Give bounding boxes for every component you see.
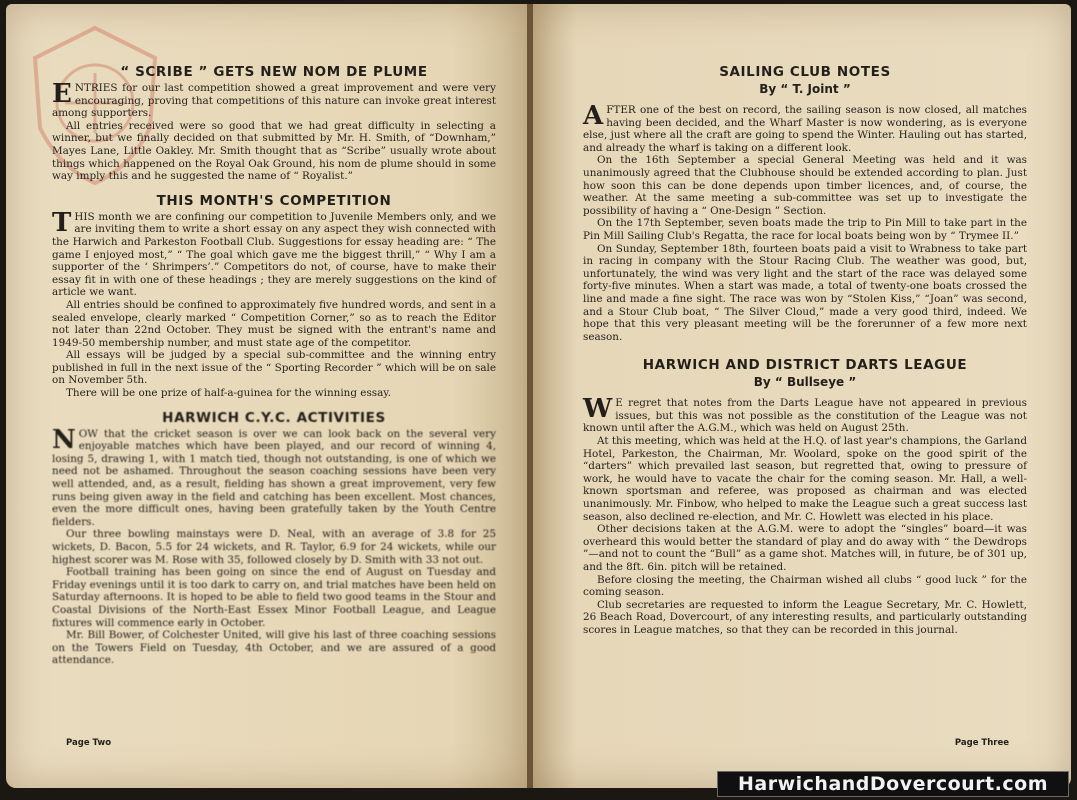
section-title: HARWICH AND DISTRICT DARTS LEAGUE [642,357,968,374]
paragraph-text: HIS month we are confining our competition to Juvenile Members only, and we are inviting them to write a short essay on any aspect they wish connected with the Harwich and Parkeston Football Club. Suggestions for essay heading are: “ The game I enjoyed most,” “ The goal which gave me the biggest thrill,” “ Why I am a supporter of the ‘ Shrimpers’.” Competitors do not, of course, have to make their essay fit in with one of these headings ; they are merely suggestions on the kind of article we want. [52,210,496,299]
paragraph: On Sunday, September 18th, fourteen boats paid a visit to Wrabness to take part in racing in company with the Stour Racing Club. The weather was good, but, unfortunately, the wind was very light and the start of the race was delayed some forty-five minutes. When a start was made, a total of twenty-one boats crossed the line and made a fine sight. The race was won by “Stolen Kiss,” “Joan” was second, and a Stour Club boat, “ The Silver Cloud,” made a very good third, indeed. We hope that this very pleasant meeting will be the forerunner of a few more next season. [583,242,1027,343]
paragraph: Our three bowling mainstays were D. Neal, with an average of 3.8 for 25 wickets, D. Bacon, 5.5 for 24 wickets, and R. Taylor, 6.9 for 24 wickets, while our highest scorer was M. Rose with 35, followed closely by D. Smith with 33 not out. [52,528,496,566]
site-watermark: HarwichandDovercourt.com [717,771,1069,797]
paragraph: All entries received were so good that we had great difficulty in selecting a winner, but we finally decided on that submitted by Mr. H. Smith, of “Downham,” Mayes Lane, Little Oakley. Mr. Smith thought that as “Scribe” usually wrote about things which happened on the Royal Oak Ground, his nom de plume should in some way imply this and he suggested the name of “ Royalist.” [52,119,496,183]
paragraph: Mr. Bill Bower, of Colchester United, will give his last of three coaching sessions on the Towers Field on Tuesday, 4th October, and we are assured of a good attendance. [52,629,496,667]
paragraph [52,424,496,529]
section-title: “ SCRIBE ” GETS NEW NOM DE PLUME [120,64,428,80]
page-number: Page Two [66,738,112,748]
paragraph [52,79,496,120]
byline: By “ Bullseye ” [753,375,857,390]
scribe-section [52,64,496,183]
paragraph: Other decisions taken at the A.G.M. were to adopt the “singles” board—it was overheard this would better the standard of play and do away with “ the Dewdrops ”—and not to count the “Bull” as a game shot. Matches will, in future, be of 301 up, and the 8ft. 6in. pitch will be retained. [583,523,1027,573]
paragraph [52,207,496,299]
paragraph: Football training has been going on since the end of August on Tuesday and Friday evenings until it is too dark to carry on, and trial matches have been held on Saturday afternoons. It is hoped to be able to field two good teams in the Stour and Coastal Divisions of the North-East Essex Minor Football League, and League fixtures will commence early in October. [52,566,496,629]
section-title: HARWICH C.Y.C. ACTIVITIES [162,409,386,426]
paragraph: Before closing the meeting, the Chairman wished all clubs “ good luck ” for the coming season. [583,573,1027,599]
sailing-section [583,64,1027,343]
paragraph: There will be one prize of half-a-guinea for the winning essay. [66,387,392,400]
drop-cap: E [52,79,72,109]
byline: By “ T. Joint ” [759,82,851,96]
paragraph: All entries should be confined to approximately five hundred words, and sent in a sealed envelope, clearly marked “ Competition Corner,” so as to reach the Editor not later than 22nd October. They must be signed with the entrant's name and 1949-50 membership number, and must state age of the competitor. [52,298,496,349]
page-number: Page Three [954,738,1009,748]
darts-section [583,357,1027,636]
paragraph: Club secretaries are requested to inform the League Secretary, Mr. C. Howlett, 26 Beach Road, Dovercourt, of any interesting results, and particularly outstanding scores in League matches, so that they can be recorded in this journal. [583,598,1027,636]
paragraph-text: NTRIES for our last competition showed a great improvement and were very encouraging, proving that competitions of this nature can invoke great interest among supporters. [52,82,496,120]
drop-cap: N [52,424,76,455]
paragraph [583,101,1027,154]
paragraph: On the 16th September a special General Meeting was held and it was unanimously agreed that the Clubhouse should be extended according to plan. Just how soon this can be done depends upon timber licences, and, of course, the weather. At the same meeting a sub-committee was set up to investigate the possibility of having a “ One-Design ” Section. [583,154,1027,217]
drop-cap: A [583,101,604,131]
cyc-section [52,410,496,667]
paragraph-text: FTER one of the best on record, the sailing season is now closed, all matches having been decided, and the Wharf Master is now wondering, as is everyone else, just where all the craft are going to spend the Winter. Hauling out has started, and already the wharf is taking on a different look. [583,104,1027,154]
drop-cap: T [52,207,72,238]
left-page [6,4,530,788]
section-title: THIS MONTH'S COMPETITION [156,192,392,209]
drop-cap: W [583,394,613,425]
paragraph [583,394,1027,435]
paragraph-text: E regret that notes from the Darts League have not appeared in previous issues, but this was not possible as the constitution of the League was not known until after the A.G.M., which was held on August 25th. [583,397,1027,435]
section-title: SAILING CLUB NOTES [719,64,891,80]
paragraph-text: OW that the cricket season is over we can look back on the several very enjoyable matches which have been played, and our record of winning 4, losing 5, drawing 1, with 1 match tied, though not outstanding, is one of which we need not be ashamed. Throughout the season coaching sessions have been very well attended, and, as a result, fielding has shown a great improvement, very few runs being given away in the field and catching has been excellent. Most chances, even the more difficult ones, having been gratefully taken by the Youth Centre fielders. [52,427,496,528]
right-page [533,4,1071,788]
paragraph: On the 17th September, seven boats made the trip to Pin Mill to take part in the Pin Mill Sailing Club's Regatta, the race for local boats being won by “ Trymee II.” [583,217,1027,242]
paragraph: All essays will be judged by a special sub-committee and the winning entry published in full in the next issue of the “ Sporting Recorder ” which will be on sale on November 5th. [52,349,496,387]
paragraph: At this meeting, which was held at the H.Q. of last year's champions, the Garland Hotel, Parkeston, the Chairman, Mr. Woolard, spoke on the good spirit of the “darters” which prevailed last season, but regretted that, owing to pressure of work, he would have to vacate the chair for the coming season. Mr. Hall, a well-known sportsman and referee, was proposed as chairman and was elected unanimously. Mr. Finbow, who helped to make the League such a great success last season, also declined re-election, and Mr. C. Howlett was elected in his place. [583,435,1027,523]
competition-section [52,193,496,400]
